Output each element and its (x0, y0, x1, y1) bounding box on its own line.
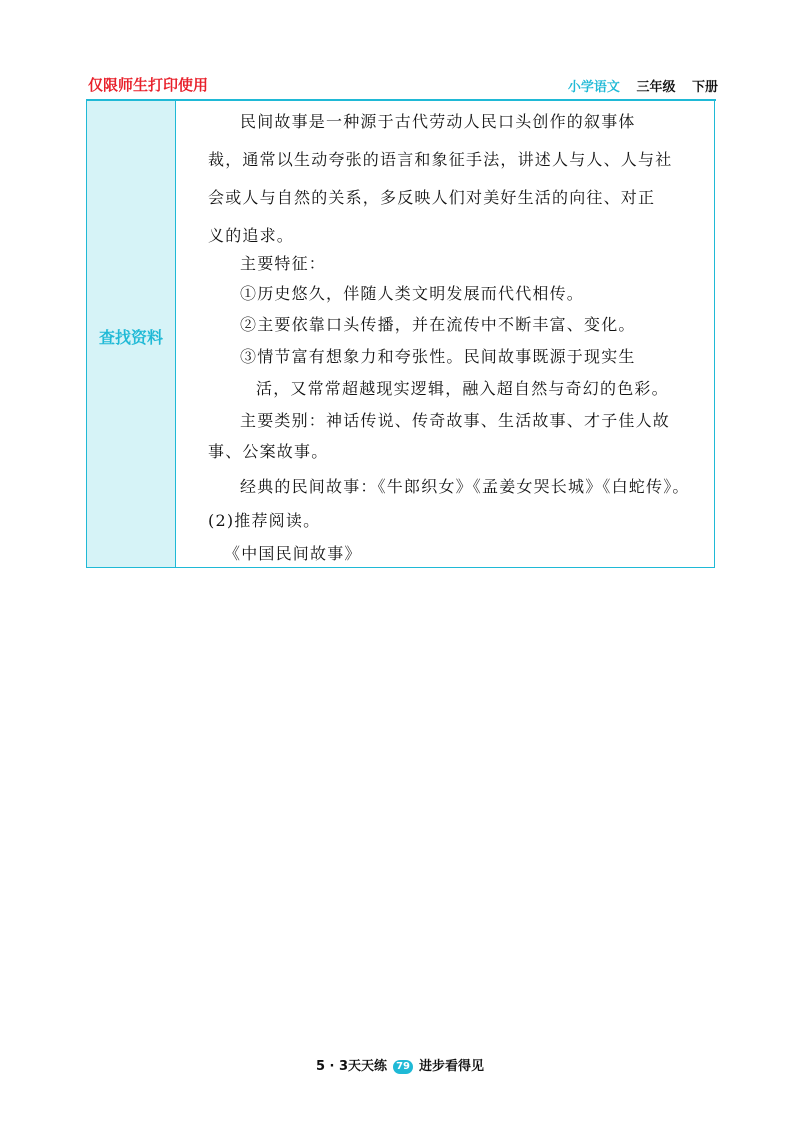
page-footer (0, 1055, 800, 1074)
print-notice: 仅限师生打印使用 (88, 76, 209, 94)
features-heading: 主要特征： (240, 254, 327, 273)
info-table (86, 101, 715, 568)
paragraph-line: 民间故事是一种源于古代劳动人民口头创作的叙事体 (240, 112, 636, 131)
feature-item: ②主要依靠口头传播，并在流传中不断丰富、变化。 (240, 315, 636, 334)
paragraph-line: 裁，通常以生动夸张的语言和象征手法，讲述人与人、人与社 (208, 150, 673, 169)
recommended-book: 《中国民间故事》 (224, 544, 362, 563)
recommend-heading: (2)推荐阅读。 (208, 511, 321, 530)
feature-item: ③情节富有想象力和夸张性。民间故事既源于现实生 (240, 347, 636, 366)
section-label-cell (87, 101, 176, 567)
paragraph-line: 会或人与自然的关系，多反映人们对美好生活的向往、对正 (208, 188, 656, 207)
footer-brand: 5 · 3天天练 (315, 1059, 388, 1074)
page-header (88, 74, 718, 98)
categories-line: 事、公案故事。 (208, 442, 329, 461)
section-label: 查找资料 (98, 328, 163, 347)
footer-slogan: 进步看得见 (419, 1059, 485, 1074)
section-content (176, 101, 714, 567)
categories-line: 主要类别：神话传说、传奇故事、生活故事、才子佳人故 (240, 411, 671, 430)
book-info (568, 76, 718, 95)
grade-label: 三年级 (636, 80, 676, 95)
volume-label: 下册 (691, 80, 718, 95)
paragraph-line: 义的追求。 (208, 226, 295, 245)
feature-item-continued: 活，又常常超越现实逻辑，融入超自然与奇幻的色彩。 (256, 379, 669, 398)
classic-stories: 经典的民间故事：《牛郎织女》《孟姜女哭长城》《白蛇传》。 (240, 477, 690, 496)
page-number: 79 (393, 1060, 413, 1074)
subject-label: 小学语文 (567, 80, 620, 95)
feature-item: ①历史悠久，伴随人类文明发展而代代相传。 (240, 284, 585, 303)
